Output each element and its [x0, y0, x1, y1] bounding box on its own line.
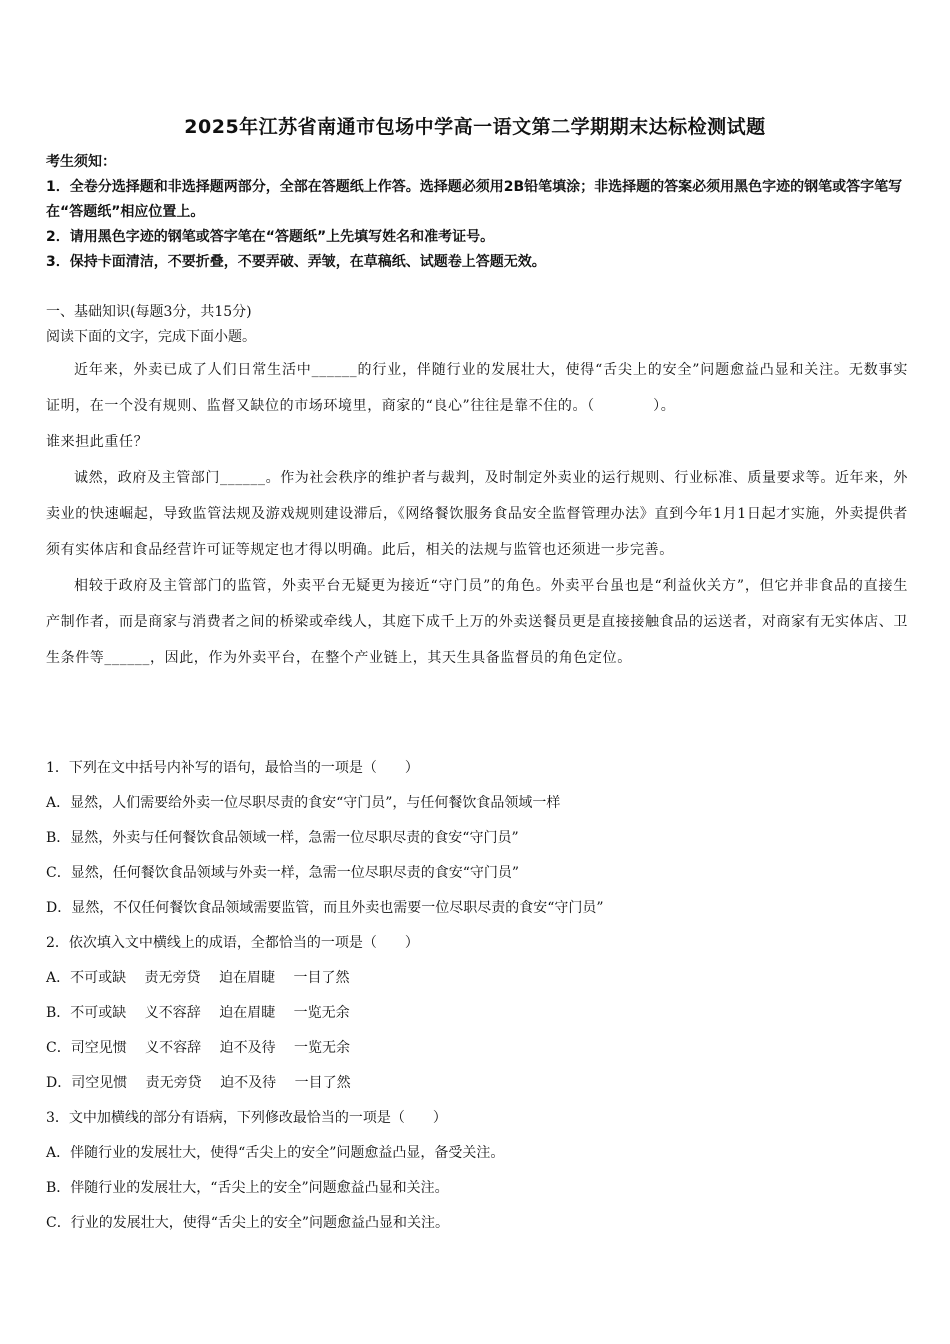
notice-item: 1．全卷分选择题和非选择题两部分，全部在答题纸上作答。选择题必须用2B铅笔填涂；非选择题的答案必须用黑色字迹的钢笔或答字笔写在“答题纸”相应位置上。 [46, 179, 903, 220]
question-option: A．伴随行业的发展壮大，使得“舌尖上的安全”问题愈益凸显，备受关注。 [46, 1145, 505, 1161]
question-stem: 3．文中加横线的部分有语病，下列修改最恰当的一项是（ ） [46, 1110, 447, 1126]
question-list [46, 751, 908, 1241]
passage-paragraph: 谁来担此重任？ [46, 434, 149, 450]
passage-paragraph: 近年来，外卖已成了人们日常生活中______的行业，伴随行业的发展壮大，使得“舌尖上的安全”问题愈益凸显和关注。无数事实证明，在一个没有规则、监督又缺位的市场环境里，商家的“良心”往往是靠不住的。（ ）。 [46, 362, 908, 414]
question-option: B．伴随行业的发展壮大，“舌尖上的安全”问题愈益凸显和关注。 [46, 1180, 449, 1196]
question-stem: 1．下列在文中括号内补写的语句，最恰当的一项是（ ） [46, 760, 419, 776]
question-option: C．显然，任何餐饮食品领域与外卖一样，急需一位尽职尽责的食安“守门员” [46, 865, 520, 881]
question-option: C．司空见惯 义不容辞 迫不及待 一览无余 [46, 1040, 351, 1056]
page-title: 2025年江苏省南通市包场中学高一语文第二学期期末达标检测试题 [184, 116, 766, 138]
section-heading: 一、基础知识(每题3分，共15分) [46, 304, 252, 320]
question-option: B．不可或缺 义不容辞 迫在眉睫 一览无余 [46, 1005, 350, 1021]
question-option: A．显然，人们需要给外卖一位尽职尽责的食安“守门员”，与任何餐饮食品领域一样 [46, 795, 561, 811]
question-option: C．行业的发展壮大，使得“舌尖上的安全”问题愈益凸显和关注。 [46, 1215, 450, 1231]
notice-item: 2．请用黑色字迹的钢笔或答字笔在“答题纸”上先填写姓名和准考证号。 [46, 229, 495, 245]
section-header [46, 300, 908, 350]
question-option: A．不可或缺 责无旁贷 迫在眉睫 一目了然 [46, 970, 350, 986]
notice-item: 3．保持卡面清洁，不要折叠，不要弄破、弄皱，在草稿纸、试题卷上答题无效。 [46, 254, 546, 270]
reading-passage [46, 352, 908, 676]
question-option: D．司空见惯 责无旁贷 迫不及待 一目了然 [46, 1075, 351, 1091]
candidate-notice [46, 150, 908, 275]
section-instruction: 阅读下面的文字，完成下面小题。 [46, 329, 256, 345]
passage-paragraph: 相较于政府及主管部门的监管，外卖平台无疑更为接近“守门员”的角色。外卖平台虽也是“利益伙关方”，但它并非食品的直接生产制作者，而是商家与消费者之间的桥梁或牵线人，其庭下成千上万的外卖送餐员更是直接接触食品的运送者，对商家有无实体店、卫生条件等______，因此，作为外卖平台，在整个产业链上，其天生具备监督员的角色定位。 [46, 578, 908, 666]
question-option: D．显然，不仅任何餐饮食品领域需要监管，而且外卖也需要一位尽职尽责的食安“守门员” [46, 900, 604, 916]
question-stem: 2．依次填入文中横线上的成语，全都恰当的一项是（ ） [46, 935, 419, 951]
passage-paragraph: 诚然，政府及主管部门______。作为社会秩序的维护者与裁判，及时制定外卖业的运行规则、行业标准、质量要求等。近年来，外卖业的快速崛起，导致监管法规及游戏规则建设滞后，《网络餐饮服务食品安全监督管理办法》直到今年1月1日起才实施，外卖提供者须有实体店和食品经营许可证等规定也才得以明确。此后，相关的法规与监管也还须进一步完善。 [46, 470, 908, 558]
notice-heading: 考生须知： [46, 154, 116, 170]
question-option: B．显然，外卖与任何餐饮食品领域一样，急需一位尽职尽责的食安“守门员” [46, 830, 519, 846]
